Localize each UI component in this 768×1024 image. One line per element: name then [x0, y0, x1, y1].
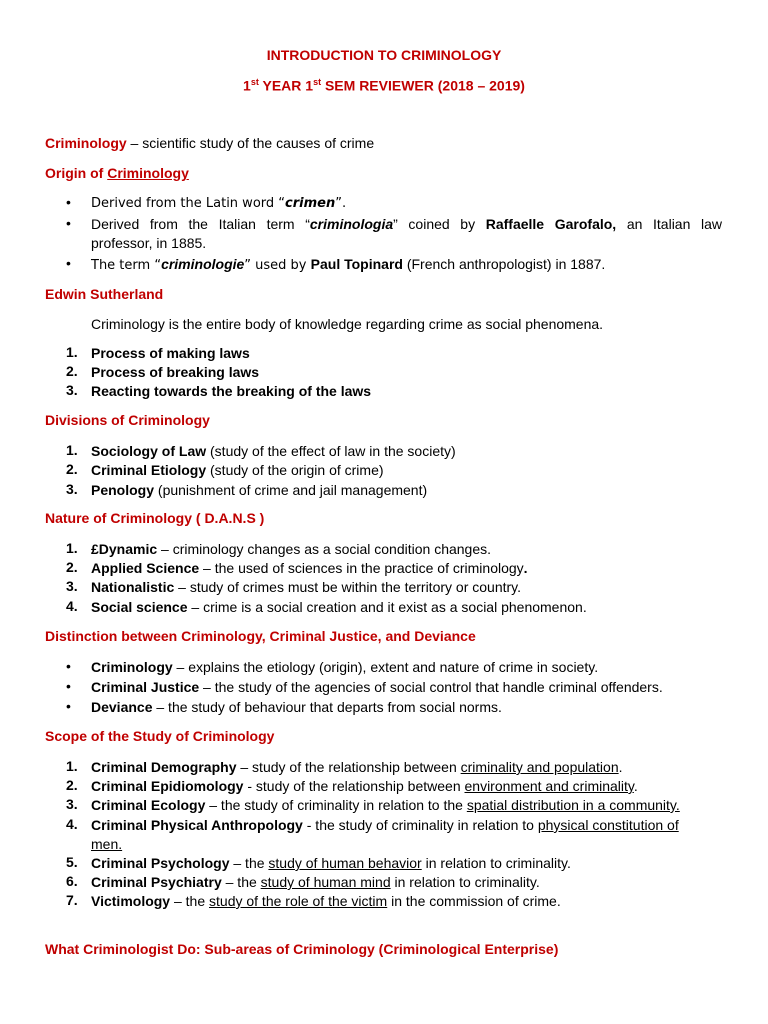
distinction-item: Criminology – explains the etiology (origin), extent and nature of crime in society. — [91, 659, 599, 675]
divisions-heading: Divisions of Criminology — [45, 412, 210, 428]
list-number: 6. — [66, 873, 78, 889]
nature-item: Social science – crime is a social creation and it exist as a social phenomenon. — [91, 599, 587, 615]
list-number: 2. — [66, 559, 78, 575]
scope-item: Criminal Ecology – the study of criminality in relation to the spatial distribution in a community. — [91, 797, 680, 813]
sutherland-item: Reacting towards the breaking of the laws — [91, 383, 372, 399]
list-number: 1. — [66, 540, 78, 556]
scope-item: Criminal Psychiatry – the study of human mind in relation to criminality. — [91, 874, 540, 890]
list-number: 3. — [66, 481, 78, 497]
distinction-heading: Distinction between Criminology, Criminal Justice, and Deviance — [45, 628, 476, 644]
distinction-item: Criminal Justice – the study of the agencies of social control that handle criminal offenders. — [91, 679, 663, 695]
origin-item-topinard: The term “criminologie” used by Paul Topinard (French anthropologist) in 1887. — [91, 256, 606, 273]
document-subtitle: 1st YEAR 1st SEM REVIEWER (2018 – 2019) — [243, 77, 525, 94]
list-number: 3. — [66, 578, 78, 594]
scope-item: Criminal Epidiomology - study of the relationship between environment and criminality. — [91, 778, 638, 794]
sutherland-item: Process of making laws — [91, 345, 250, 361]
origin-heading: Origin of Criminology — [45, 165, 189, 181]
bullet: • — [66, 678, 71, 694]
scope-item: Criminal Demography – study of the relationship between criminality and population. — [91, 759, 623, 775]
bullet: • — [66, 255, 71, 271]
origin-item-latin: Derived from the Latin word “crimen”. — [91, 196, 347, 211]
nature-item: Nationalistic – study of crimes must be within the territory or country. — [91, 579, 522, 595]
scope-item-cont: men. — [91, 836, 123, 852]
origin-item-italian: Derived from the Italian term “criminologia” coined by Raffaelle Garofalo, an Italian law — [91, 216, 723, 232]
criminology-definition: Criminology – scientific study of the causes of crime — [45, 135, 375, 151]
bullet: • — [66, 215, 71, 231]
list-number: 5. — [66, 854, 78, 870]
scope-item: Criminal Psychology – the study of human behavior in relation to criminality. — [91, 855, 571, 871]
subareas-heading: What Criminologist Do: Sub-areas of Criminology (Criminological Enterprise) — [45, 941, 559, 957]
sutherland-item: Process of breaking laws — [91, 364, 260, 380]
list-number: 3. — [66, 382, 78, 398]
list-number: 4. — [66, 816, 78, 832]
division-item: Penology (punishment of crime and jail management) — [91, 482, 428, 498]
division-item: Criminal Etiology (study of the origin of crime) — [91, 462, 384, 478]
list-number: 4. — [66, 598, 78, 614]
nature-item: Applied Science – the used of sciences in the practice of criminology. — [91, 560, 528, 576]
list-number: 7. — [66, 892, 78, 908]
origin-item-italian-cont: professor, in 1885. — [91, 235, 207, 251]
division-item: Sociology of Law (study of the effect of law in the society) — [91, 443, 456, 459]
sutherland-definition: Criminology is the entire body of knowledge regarding crime as social phenomena. — [91, 316, 604, 332]
nature-heading: Nature of Criminology ( D.A.N.S ) — [45, 510, 265, 526]
list-number: 1. — [66, 758, 78, 774]
scope-heading: Scope of the Study of Criminology — [45, 728, 275, 744]
scope-item: Victimology – the study of the role of the victim in the commission of crime. — [91, 893, 561, 909]
list-number: 1. — [66, 344, 78, 360]
distinction-item: Deviance – the study of behaviour that departs from social norms. — [91, 699, 502, 715]
document-title: INTRODUCTION TO CRIMINOLOGY — [266, 47, 502, 63]
list-number: 2. — [66, 777, 78, 793]
bullet: • — [66, 194, 71, 210]
bullet: • — [66, 698, 71, 714]
nature-item: £Dynamic – criminology changes as a social condition changes. — [91, 541, 492, 557]
bullet: • — [66, 658, 71, 674]
scope-item: Criminal Physical Anthropology - the study of criminality in relation to physical constitution of — [91, 817, 679, 833]
sutherland-heading: Edwin Sutherland — [45, 286, 164, 302]
list-number: 3. — [66, 796, 78, 812]
list-number: 1. — [66, 442, 78, 458]
list-number: 2. — [66, 363, 78, 379]
list-number: 2. — [66, 461, 78, 477]
